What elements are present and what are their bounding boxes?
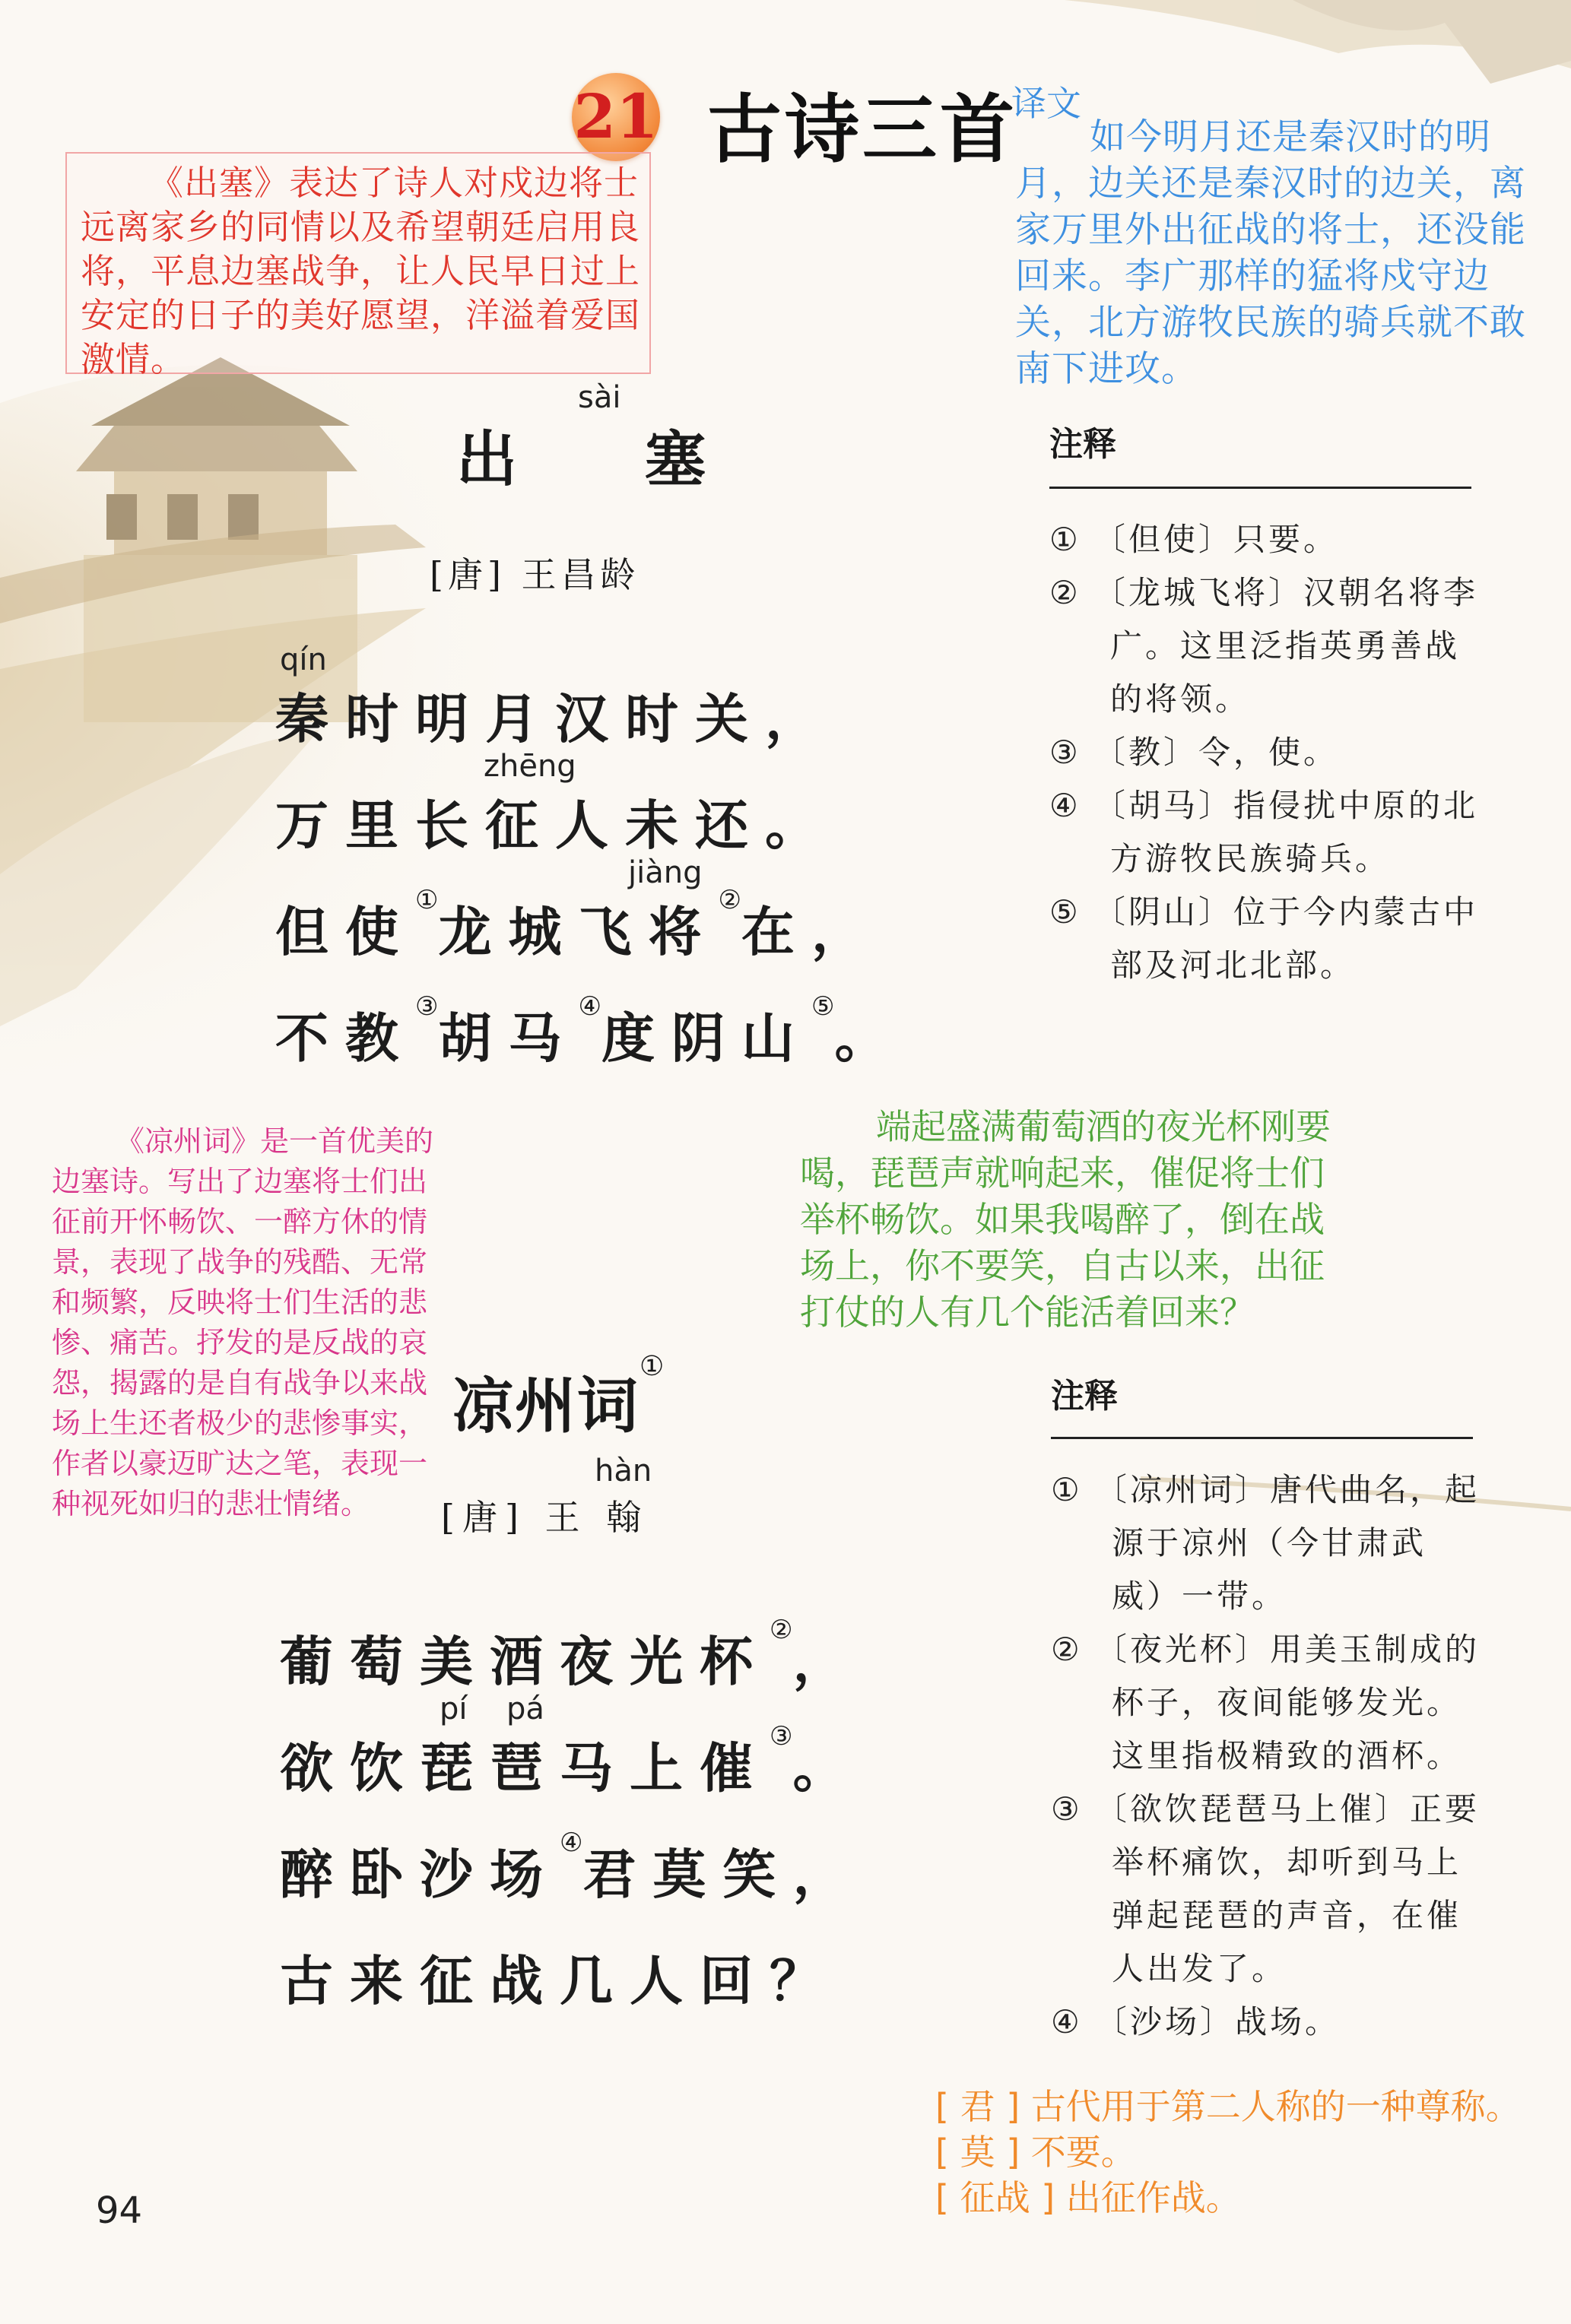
note-mark: ① [415,885,439,915]
note-text-cont: 威）一带。 [1112,1577,1287,1615]
glossary-zhengzhan: [ 征战 ] 出征作战。 [935,2177,1241,2218]
notes-divider-1 [1049,487,1471,489]
notes-label-1: 注释 [1049,425,1116,464]
pinyin-jiang: jiàng [628,855,703,890]
intro-box [65,152,651,379]
line3-part-2: 龙城飞将 [438,900,719,963]
note-item [1051,1783,1492,1996]
note-text: 〔教〕令，使。 [1093,734,1339,771]
note-number: ④ [1049,787,1081,824]
note-number: ① [1051,1471,1083,1508]
note-item [1051,1996,1492,2049]
note-mark: ② [718,885,741,915]
note-text: 〔胡马〕指侵扰中原的北 [1093,787,1479,824]
note-mark: ⑤ [811,991,835,1022]
note-text-cont: 杯子，夜间能够发光。 [1112,1684,1462,1721]
note-number: ① [1049,521,1081,558]
line4-part-3: 度阴山 [601,1007,811,1070]
note-mark: ① [640,1351,666,1382]
note-item [1049,886,1490,992]
note-item [1049,513,1490,566]
note-item [1049,779,1490,886]
line-text: 醉卧沙场 [280,1843,560,1906]
note-item [1049,726,1490,779]
pinyin-zheng: zhēng [484,749,576,784]
line4-part-4: 。 [834,1007,905,1070]
line3-part-1: 但使 [275,900,415,963]
poem-author-2: [唐] 王 翰 [441,1497,649,1538]
notes-divider-2 [1051,1437,1473,1439]
poem2-line-2 [280,1721,863,1802]
note-mark: ③ [415,991,439,1022]
glossary-mo: [ 莫 ] 不要。 [935,2132,1136,2173]
note-text: 〔龙城飞将〕汉朝名将李 [1093,574,1479,611]
note-text-cont: 人出发了。 [1112,1950,1287,1987]
pinyin-pa: pá [506,1691,544,1726]
poem1-line-4 [275,991,905,1073]
note-item [1051,1623,1492,1783]
note-mark: ④ [560,1828,583,1858]
pinyin-qin: qín [280,642,327,677]
pinyin-han: hàn [595,1454,652,1489]
line4-part-1: 不教 [275,1007,415,1070]
note-item [1049,566,1490,726]
line3-part-3: 在， [741,900,881,963]
note-mark: ② [770,1615,793,1645]
line-text: 欲饮琵琶马上催 [280,1736,770,1799]
line-text: 古来征战几人回？ [280,1949,839,2012]
note-text: 〔欲饮琵琶马上催〕正要 [1095,1790,1481,1828]
notes-label-2: 注释 [1051,1377,1118,1416]
note-text: 〔沙场〕战场。 [1095,2003,1341,2040]
note-mark: ③ [770,1721,793,1752]
note-text-cont: 方游牧民族骑兵。 [1110,840,1391,877]
note-text-cont: 部及河北北部。 [1110,946,1356,984]
note-number: ② [1051,1631,1083,1668]
line-text: 葡萄美酒夜光杯 [280,1630,770,1693]
note-number: ④ [1051,2003,1083,2040]
note-text-cont: 举杯痛饮，却听到马上 [1112,1844,1462,1881]
poem2-line-4 [280,1939,839,2015]
note-text: 〔凉州词〕唐代曲名，起 [1095,1471,1481,1508]
page-number: 94 [96,2189,143,2232]
poem2-line-3 [280,1828,863,1909]
poem-title-chusai: 出 塞 [456,423,759,495]
note-number: ⑤ [1049,893,1081,931]
commentary-liangzhouci: 《凉州词》是一首优美的边塞诗。写出了边塞将士们出征前开怀畅饮、一醉方休的情景，表现了战争的残酷、无常和频繁，反映将士们生活的悲惨、痛苦。抒发的是反战的哀怨，揭露的是自有战争以来战场上生还者极少的悲惨事实，作者以豪迈旷达之笔，表现一种视死如归的悲壮情绪。 [52,1124,434,1520]
poem-title-liangzhouci [452,1351,666,1444]
glossary-jun: [ 君 ] 古代用于第二人称的一种尊称。 [935,2086,1521,2127]
pinyin-pi: pí [440,1691,468,1726]
note-text-cont: 弹起琵琶的声音，在催 [1112,1897,1462,1934]
poem1-line-1: 秦时明月汉时关， [275,687,835,750]
line4-part-2: 胡马 [438,1007,579,1070]
poem1-line-2: 万里长征人未还。 [275,794,835,857]
note-item [1051,1463,1492,1623]
note-mark: ④ [578,991,601,1022]
note-text-cont: 这里指极精致的酒杯。 [1112,1737,1462,1774]
note-text: 〔阴山〕位于今内蒙古中 [1093,893,1479,931]
poem-title-text: 凉州词 [452,1370,640,1441]
note-text-cont: 的将领。 [1110,680,1251,718]
poem-author-1: [唐] 王昌龄 [430,554,640,595]
translation-label: 译文 [1011,83,1081,124]
title-pinyin: sài [578,380,621,415]
line-punct: ， [792,1630,863,1693]
note-number: ③ [1049,734,1081,771]
translation-text-1: 如今明月还是秦汉时的明月，边关还是秦汉时的边关，离家万里外出征战的将士，还没能回来。李广那样的猛将戍守边关，北方游牧民族的骑兵就不敢南下进攻。 [1015,116,1526,390]
note-text-cont: 源于凉州（今甘肃武 [1112,1524,1427,1561]
line-punct: 。 [792,1736,863,1799]
lesson-number: 21 [573,81,659,152]
poem2-line-1 [280,1615,863,1696]
note-text-cont: 广。这里泛指英勇善战 [1110,627,1461,664]
note-number: ② [1049,574,1081,611]
note-number: ③ [1051,1790,1083,1828]
note-text: 〔但使〕只要。 [1093,521,1339,558]
lesson-title: 古诗三首 [707,86,1018,173]
lesson-number-badge [572,73,660,161]
note-text: 〔夜光杯〕用美玉制成的 [1095,1631,1481,1668]
intro-text: 《出塞》表达了诗人对戍边将士远离家乡的同情以及希望朝廷启用良将，平息边塞战争，让人民早日过上安定的日子的美好愿望，洋溢着爱国激情。 [81,163,641,379]
poem1-line-3 [275,885,881,966]
line-text: 君莫笑， [582,1843,863,1906]
translation-text-2: 端起盛满葡萄酒的夜光杯刚要喝，琵琶声就响起来，催促将士们举杯畅饮。如果我喝醉了，倒在战场上，你不要笑，自古以来，出征打仗的人有几个能活着回来？ [800,1106,1331,1333]
